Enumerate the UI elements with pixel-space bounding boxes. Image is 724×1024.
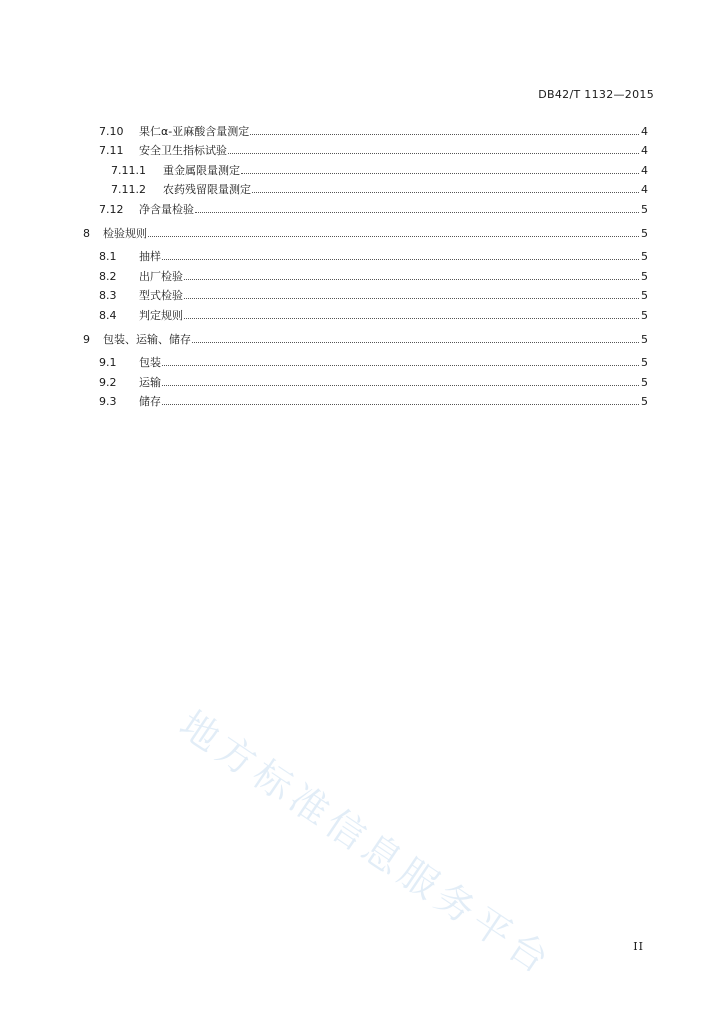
watermark: 地方标准信息服务平台 [171,702,562,985]
toc-entry-title: 出厂检验 [139,269,183,283]
toc-entry[interactable] [83,177,648,197]
toc-dot-leader [184,279,639,280]
page-number: II [633,940,644,953]
toc-entry[interactable] [83,263,648,283]
toc-entry-number: 7.11.2 [111,183,146,197]
toc-entry-page: 5 [641,289,648,303]
toc-entry-page: 4 [641,183,648,197]
toc-entry-page: 5 [641,308,648,322]
toc-entry-title: 检验规则 [103,226,147,240]
toc-entry-page: 5 [641,226,648,240]
toc-dot-leader [252,192,639,193]
toc-entry[interactable] [83,244,648,264]
toc-entry-number: 8 [83,226,90,240]
toc-entry-number: 7.11.1 [111,163,146,177]
toc-entry-page: 5 [641,375,648,389]
toc-dot-leader [195,212,639,213]
toc-entry-number: 9.2 [99,375,117,389]
toc-entry-page: 5 [641,202,648,216]
toc-dot-leader [184,298,639,299]
document-code: DB42/T 1132—2015 [538,88,654,101]
toc-dot-leader [184,318,639,319]
toc-entry[interactable] [83,369,648,389]
toc-entry[interactable] [83,138,648,158]
toc-dot-leader [162,404,639,405]
toc-entry-number: 9 [83,332,90,346]
toc-entry-title: 重金属限量测定 [163,163,240,177]
toc-dot-leader [192,342,639,343]
toc-entry-page: 5 [641,395,648,409]
toc-entry-number: 8.3 [99,289,117,303]
toc-entry-page: 5 [641,250,648,264]
toc-entry-title: 储存 [139,395,161,409]
toc-entry-title: 农药残留限量测定 [163,183,251,197]
toc-entry[interactable] [83,157,648,177]
toc-entry[interactable] [83,350,648,370]
toc-entry-number: 8.2 [99,269,117,283]
toc-entry[interactable] [83,118,648,138]
toc-entry-title: 包装、运输、储存 [103,332,191,346]
toc-entry-title: 果仁α-亚麻酸含量测定 [139,124,250,138]
toc-entry-page: 5 [641,332,648,346]
toc-entry-number: 7.11 [99,144,124,158]
toc-entry[interactable] [83,326,648,346]
toc-entry[interactable] [83,196,648,216]
toc-dot-leader [250,134,639,135]
toc-entry-page: 4 [641,144,648,158]
toc-entry-number: 8.4 [99,308,117,322]
toc-entry-number: 7.10 [99,124,124,138]
toc-dot-leader [162,365,639,366]
toc-dot-leader [162,259,639,260]
toc-entry-number: 8.1 [99,250,117,264]
toc-dot-leader [228,153,639,154]
toc-entry-page: 5 [641,356,648,370]
toc-entry-page: 4 [641,163,648,177]
toc-entry-title: 运输 [139,375,161,389]
toc-entry-page: 4 [641,124,648,138]
toc-entry-number: 9.3 [99,395,117,409]
toc-entry-number: 7.12 [99,202,124,216]
toc-entry[interactable] [83,283,648,303]
toc-dot-leader [148,236,639,237]
toc-entry[interactable] [83,220,648,240]
toc-entry-title: 包装 [139,356,161,370]
toc-entry[interactable] [83,389,648,409]
toc-entry-title: 净含量检验 [139,202,194,216]
toc-entry-title: 判定规则 [139,308,183,322]
toc-entry[interactable] [83,302,648,322]
toc-entry-title: 型式检验 [139,289,183,303]
table-of-contents [83,118,648,408]
toc-dot-leader [241,173,639,174]
toc-dot-leader [162,385,639,386]
toc-entry-page: 5 [641,269,648,283]
toc-entry-title: 安全卫生指标试验 [139,144,227,158]
toc-entry-title: 抽样 [139,250,161,264]
toc-entry-number: 9.1 [99,356,117,370]
